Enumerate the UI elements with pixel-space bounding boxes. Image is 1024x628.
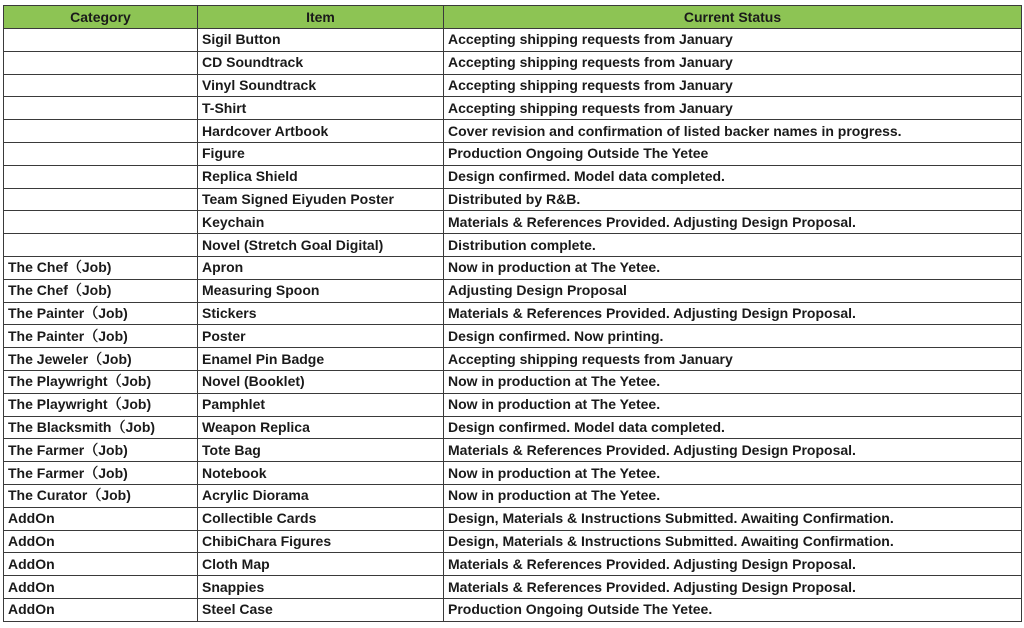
status-cell: Accepting shipping requests from January: [444, 74, 1022, 97]
category-cell: AddOn: [4, 530, 198, 553]
category-cell: AddOn: [4, 553, 198, 576]
header-current-status: Current Status: [444, 6, 1022, 29]
table-row: [4, 211, 1022, 234]
item-cell: Snappies: [198, 576, 444, 599]
header-category: Category: [4, 6, 198, 29]
table-row: [4, 576, 1022, 599]
item-cell: T-Shirt: [198, 97, 444, 120]
category-cell: The Playwright（Job): [4, 370, 198, 393]
table-row: [4, 188, 1022, 211]
table-row: [4, 484, 1022, 507]
status-cell: Accepting shipping requests from January: [444, 29, 1022, 52]
status-cell: Design confirmed. Model data completed.: [444, 416, 1022, 439]
item-cell: Enamel Pin Badge: [198, 348, 444, 371]
table-row: [4, 530, 1022, 553]
table-row: [4, 234, 1022, 257]
status-table-wrapper: [3, 5, 1022, 622]
table-row: [4, 439, 1022, 462]
category-cell: The Jeweler（Job): [4, 348, 198, 371]
category-cell: The Painter（Job): [4, 302, 198, 325]
category-cell: [4, 165, 198, 188]
category-cell: The Chef（Job): [4, 279, 198, 302]
table-row: [4, 393, 1022, 416]
header-row: [4, 6, 1022, 29]
status-cell: Distributed by R&B.: [444, 188, 1022, 211]
item-cell: Cloth Map: [198, 553, 444, 576]
status-cell: Design confirmed. Model data completed.: [444, 165, 1022, 188]
status-cell: Production Ongoing Outside The Yetee: [444, 142, 1022, 165]
category-cell: AddOn: [4, 507, 198, 530]
category-cell: [4, 120, 198, 143]
category-cell: The Farmer（Job): [4, 462, 198, 485]
status-cell: Design confirmed. Now printing.: [444, 325, 1022, 348]
table-row: [4, 74, 1022, 97]
category-cell: The Farmer（Job): [4, 439, 198, 462]
item-cell: ChibiChara Figures: [198, 530, 444, 553]
item-cell: Measuring Spoon: [198, 279, 444, 302]
table-row: [4, 553, 1022, 576]
category-cell: [4, 51, 198, 74]
table-row: [4, 279, 1022, 302]
item-cell: Notebook: [198, 462, 444, 485]
item-cell: Hardcover Artbook: [198, 120, 444, 143]
status-cell: Now in production at The Yetee.: [444, 393, 1022, 416]
category-cell: [4, 74, 198, 97]
item-cell: Figure: [198, 142, 444, 165]
category-cell: [4, 188, 198, 211]
header-item: Item: [198, 6, 444, 29]
status-cell: Materials & References Provided. Adjusting Design Proposal.: [444, 302, 1022, 325]
category-cell: The Blacksmith（Job): [4, 416, 198, 439]
category-cell: The Playwright（Job): [4, 393, 198, 416]
category-cell: [4, 29, 198, 52]
status-cell: Design, Materials & Instructions Submitted. Awaiting Confirmation.: [444, 507, 1022, 530]
status-cell: Adjusting Design Proposal: [444, 279, 1022, 302]
item-cell: Team Signed Eiyuden Poster: [198, 188, 444, 211]
table-row: [4, 507, 1022, 530]
table-row: [4, 120, 1022, 143]
table-row: [4, 142, 1022, 165]
category-cell: [4, 97, 198, 120]
item-cell: Pamphlet: [198, 393, 444, 416]
item-cell: Novel (Booklet): [198, 370, 444, 393]
table-row: [4, 370, 1022, 393]
item-cell: Poster: [198, 325, 444, 348]
status-cell: Materials & References Provided. Adjusting Design Proposal.: [444, 211, 1022, 234]
status-cell: Accepting shipping requests from January: [444, 97, 1022, 120]
status-cell: Cover revision and confirmation of listed backer names in progress.: [444, 120, 1022, 143]
item-cell: CD Soundtrack: [198, 51, 444, 74]
status-cell: Materials & References Provided. Adjusting Design Proposal.: [444, 576, 1022, 599]
table-body: [4, 29, 1022, 622]
table-row: [4, 29, 1022, 52]
item-cell: Tote Bag: [198, 439, 444, 462]
table-row: [4, 462, 1022, 485]
status-cell: Accepting shipping requests from January: [444, 51, 1022, 74]
item-cell: Sigil Button: [198, 29, 444, 52]
item-cell: Collectible Cards: [198, 507, 444, 530]
table-row: [4, 302, 1022, 325]
status-cell: Now in production at The Yetee.: [444, 462, 1022, 485]
status-cell: Materials & References Provided. Adjusting Design Proposal.: [444, 553, 1022, 576]
category-cell: The Painter（Job): [4, 325, 198, 348]
item-cell: Replica Shield: [198, 165, 444, 188]
status-cell: Now in production at The Yetee.: [444, 484, 1022, 507]
status-cell: Now in production at The Yetee.: [444, 256, 1022, 279]
item-cell: Steel Case: [198, 598, 444, 621]
item-cell: Keychain: [198, 211, 444, 234]
category-cell: AddOn: [4, 598, 198, 621]
item-cell: Vinyl Soundtrack: [198, 74, 444, 97]
table-row: [4, 97, 1022, 120]
item-cell: Weapon Replica: [198, 416, 444, 439]
status-cell: Distribution complete.: [444, 234, 1022, 257]
category-cell: The Chef（Job): [4, 256, 198, 279]
status-cell: Design, Materials & Instructions Submitted. Awaiting Confirmation.: [444, 530, 1022, 553]
table-header: [4, 6, 1022, 29]
item-cell: Novel (Stretch Goal Digital): [198, 234, 444, 257]
status-cell: Production Ongoing Outside The Yetee.: [444, 598, 1022, 621]
status-cell: Accepting shipping requests from January: [444, 348, 1022, 371]
category-cell: [4, 211, 198, 234]
table-row: [4, 348, 1022, 371]
category-cell: The Curator（Job): [4, 484, 198, 507]
table-row: [4, 165, 1022, 188]
category-cell: [4, 234, 198, 257]
item-cell: Acrylic Diorama: [198, 484, 444, 507]
table-row: [4, 325, 1022, 348]
category-cell: [4, 142, 198, 165]
status-table: [3, 5, 1022, 622]
table-row: [4, 256, 1022, 279]
table-row: [4, 51, 1022, 74]
table-row: [4, 416, 1022, 439]
category-cell: AddOn: [4, 576, 198, 599]
status-cell: Now in production at The Yetee.: [444, 370, 1022, 393]
item-cell: Apron: [198, 256, 444, 279]
status-cell: Materials & References Provided. Adjusting Design Proposal.: [444, 439, 1022, 462]
item-cell: Stickers: [198, 302, 444, 325]
table-row: [4, 598, 1022, 621]
